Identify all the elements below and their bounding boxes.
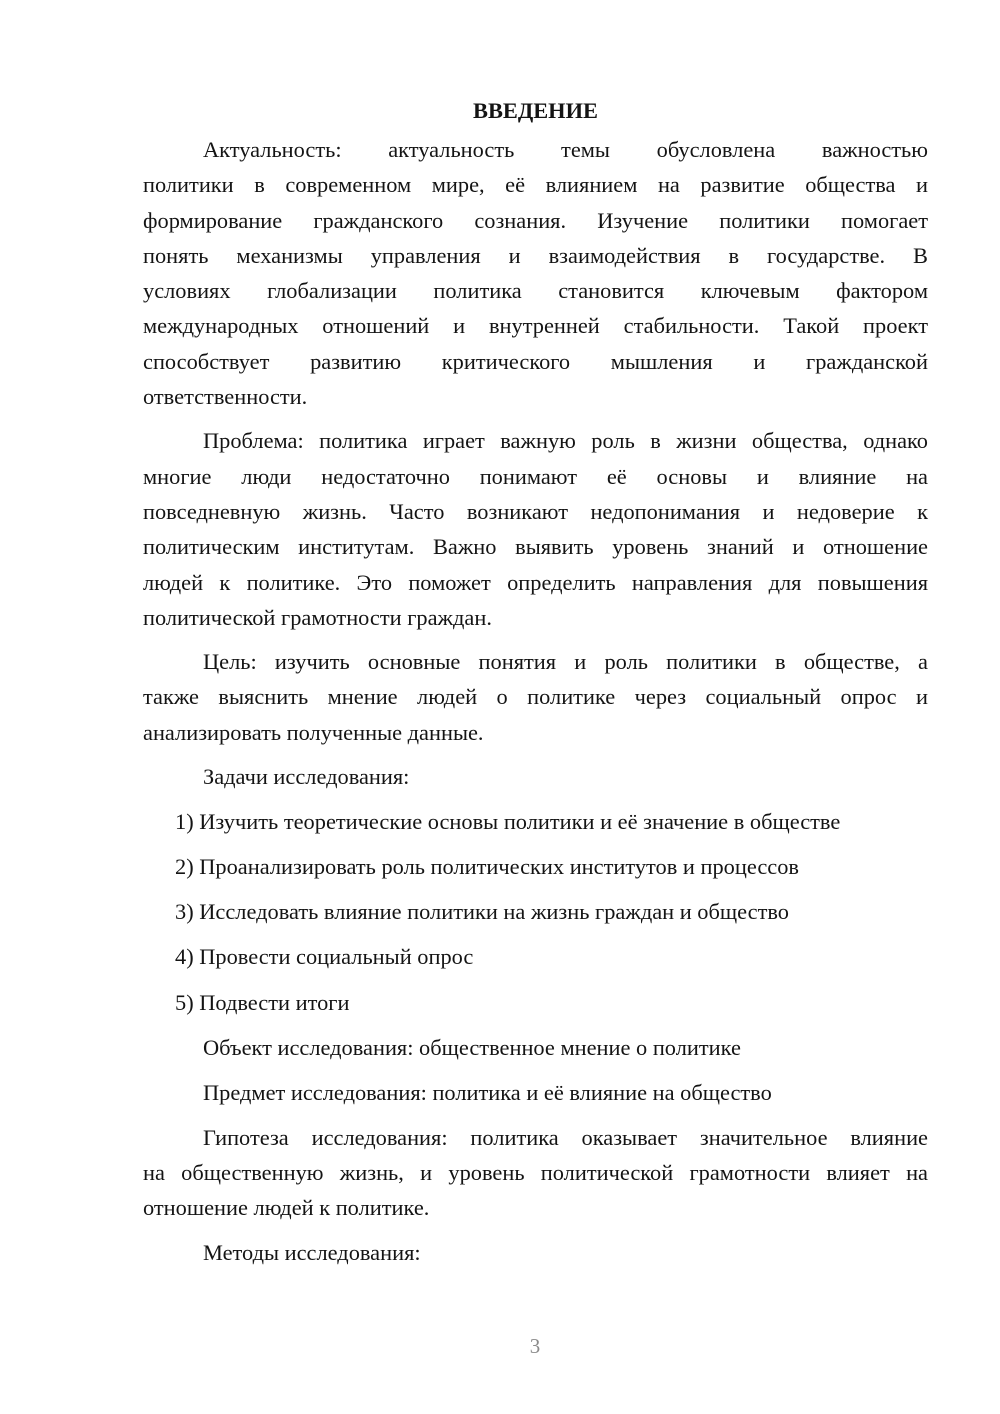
paragraph-line: Цель: изучить основные понятия и роль политики в обществе, а	[203, 649, 928, 675]
goal-paragraph	[143, 644, 928, 750]
task-item: 3) Исследовать влияние политики на жизнь граждан и общество	[175, 899, 789, 925]
paragraph-line: Проблема: политика играет важную роль в жизни общества, однако	[203, 428, 928, 454]
paragraph-line: Гипотеза исследования: политика оказывает значительное влияние	[203, 1124, 928, 1150]
task-item: 1) Изучить теоретические основы политики и её значение в обществе	[175, 809, 841, 835]
paragraph-line: условиях глобализации политика становится ключевым фактором	[143, 278, 928, 304]
research-subject: Предмет исследования: политика и её влияние на общество	[203, 1079, 772, 1105]
paragraph-line: формирование гражданского сознания. Изучение политики помогает	[143, 207, 928, 233]
page-title: ВВЕДЕНИЕ	[473, 98, 598, 123]
paragraph-line: политическим институтам. Важно выявить уровень знаний и отношение	[143, 534, 928, 560]
problem-paragraph	[143, 423, 928, 635]
document-body	[143, 96, 928, 1280]
paragraph-line: понять механизмы управления и взаимодействия в государстве. В	[143, 242, 928, 268]
research-object: Объект исследования: общественное мнение о политике	[203, 1034, 741, 1060]
task-item: 5) Подвести итоги	[175, 989, 350, 1015]
paragraph-line: политической грамотности граждан.	[143, 604, 492, 630]
paragraph-line: международных отношений и внутренней стабильности. Такой проект	[143, 313, 928, 339]
paragraph-line: политики в современном мире, её влиянием на развитие общества и	[143, 172, 928, 198]
methods-heading: Методы исследования:	[203, 1239, 421, 1265]
task-item: 4) Провести социальный опрос	[175, 944, 474, 970]
paragraph-line: на общественную жизнь, и уровень политической грамотности влияет на	[143, 1160, 928, 1186]
paragraph-line: Актуальность: актуальность темы обусловлена важностью	[203, 137, 928, 162]
task-item: 2) Проанализировать роль политических институтов и процессов	[175, 854, 799, 880]
paragraph-line: анализировать полученные данные.	[143, 719, 484, 745]
paragraph-line: отношение людей к политике.	[143, 1195, 430, 1221]
paragraph-line: ответственности.	[143, 384, 308, 410]
paragraph-line: также выяснить мнение людей о политике через социальный опрос и	[143, 684, 928, 710]
page-number: 3	[529, 1334, 541, 1358]
hypothesis-paragraph	[143, 1120, 928, 1226]
paragraph-line: повседневную жизнь. Часто возникают недопонимания и недоверие к	[143, 498, 928, 524]
relevance-paragraph	[143, 132, 928, 414]
paragraph-line: многие люди недостаточно понимают её основы и влияние на	[143, 463, 928, 489]
tasks-heading: Задачи исследования:	[203, 764, 410, 790]
paragraph-line: способствует развитию критического мышления и гражданской	[143, 348, 928, 374]
paragraph-line: людей к политике. Это поможет определить направления для повышения	[143, 569, 928, 595]
